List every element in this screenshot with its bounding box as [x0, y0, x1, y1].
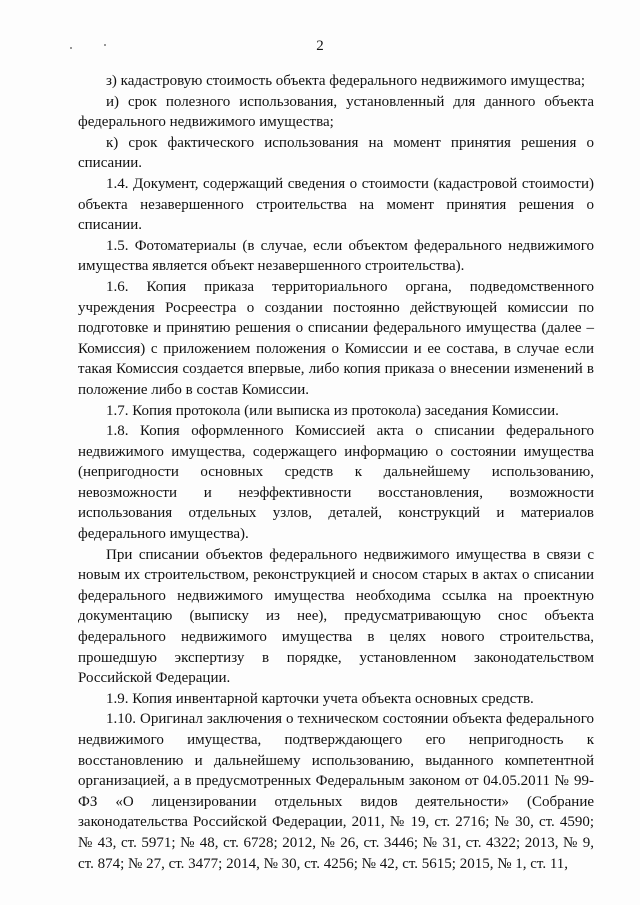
- paragraph-1-4: 1.4. Документ, содержащий сведения о стоимости (кадастровой стоимости) объекта незавершенного строительства на момент принятия решения о списании.: [78, 175, 594, 234]
- paragraph-1-8: 1.8. Копия оформленного Комиссией акта о списании федерального недвижимого имущества, содержащего информацию о состоянии имущества (непригодности основных средств к дальнейшему использованию, невозможности и неэффективности восстановления, возможности использования отдельных узлов, деталей, конструкций и материалов федерального имущества).: [78, 423, 594, 543]
- paragraph-1-6: 1.6. Копия приказа территориального органа, подведомственного учреждения Росреестра о создании постоянно действующей комиссии по подготовке и принятию решения о списании федерального имущества (далее – Комиссия) с приложением положения о Комиссии и ее состава, в случае если такая Комиссия создается впервые, либо копия приказа о внесении изменений в положение либо в состав Комиссии.: [78, 278, 594, 398]
- paragraph-item-i: и) срок полезного использования, установленный для данного объекта федерального недвижимого имущества;: [78, 93, 594, 131]
- paragraph-demolition-note: При списании объектов федерального недвижимого имущества в связи с новым их строительством, реконструкцией и сносом старых в актах о списании федерального недвижимого имущества необходима ссылка на проектную документацию (выписку из нее), предусматривающую снос объекта федерального недвижимого имущества в целях нового строительства, прошедшую экспертизу в порядке, установленном законодательством Российской Федерации.: [78, 546, 594, 687]
- paragraph-1-7: 1.7. Копия протокола (или выписка из протокола) заседания Комиссии.: [106, 402, 559, 419]
- paragraph-item-k: к) срок фактического использования на момент принятия решения о списании.: [78, 134, 594, 172]
- paragraph-1-9: 1.9. Копия инвентарной карточки учета объекта основных средств.: [106, 690, 534, 707]
- paragraph-1-10: 1.10. Оригинал заключения о техническом состоянии объекта федерального недвижимого имущества, подтверждающего его непригодность к восстановлению и дальнейшему использованию, выданного компетентной организацией, а в предусмотренных Федеральным законом от 04.05.2011 № 99-ФЗ «О лицензировании отдельных видов деятельности» (Собрание законодательства Российской Федерации, 2011, № 19, ст. 2716; № 30, ст. 4590; № 43, ст. 5971; № 48, ст. 6728; 2012, № 26, ст. 3446; № 31, ст. 4322; 2013, № 9, ст. 874; № 27, ст. 3477; 2014, № 30, ст. 4256; № 42, ст. 5615; 2015, № 1, ст. 11,: [78, 711, 594, 872]
- document-body: [78, 71, 594, 874]
- paragraph-item-z: з) кадастровую стоимость объекта федерального недвижимого имущества;: [106, 73, 586, 89]
- paragraph-1-5: 1.5. Фотоматериалы (в случае, если объектом федерального недвижимого имущества является объект незавершенного строительства).: [78, 237, 594, 275]
- page-number: 2: [316, 38, 324, 54]
